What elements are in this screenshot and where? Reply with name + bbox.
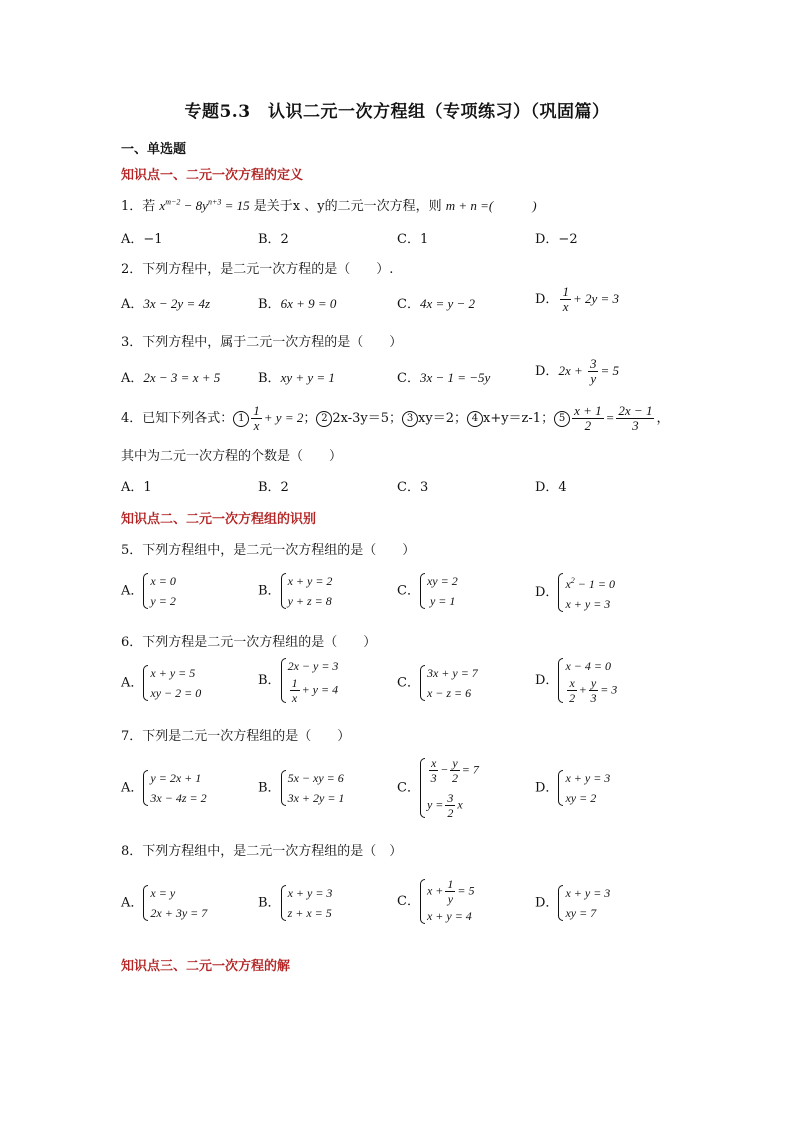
q1-option-d: D．−2 bbox=[535, 232, 578, 247]
q1-option-a: A．−1 bbox=[121, 232, 163, 247]
q3-option-b: B．xy + y = 1 bbox=[258, 370, 335, 386]
page-title: 专题5.3 认识二元一次方程组（专项练习）（巩固篇） bbox=[184, 102, 610, 122]
question-3: 3．下列方程中，属于二元一次方程的是（ ） bbox=[121, 335, 403, 350]
question-4: 4．已知下列各式： 1 $\frac{1}{x}$ + y = 2； 2 2x-3y＝5； 3 xy＝2； 4 x+y＝z-1； 5 $\frac{x + 1}{2}$ = $\frac{2x - 1}{3}$ ， bbox=[121, 403, 670, 433]
q5-option-b: B． x + y = 2 y + z = 8 bbox=[258, 571, 332, 611]
q6-option-b: B． 2x − y = 3 $\frac{1}{x}$ + y = 4 bbox=[258, 656, 338, 705]
question-5: 5．下列方程组中，是二元一次方程组的是（ ） bbox=[121, 543, 416, 558]
q6-option-a: A． x + y = 5 xy − 2 = 0 bbox=[121, 663, 201, 703]
question-4-line2: 其中为二元一次方程的个数是（ ） bbox=[121, 449, 343, 464]
q3-option-c: C．3x − 1 = −5y bbox=[397, 370, 491, 386]
q4-option-b: B．2 bbox=[258, 480, 289, 495]
q8-option-d: D． x + y = 3 xy = 7 bbox=[535, 883, 610, 923]
knowledge-point-3: 知识点三、二元一次方程的解 bbox=[121, 959, 291, 974]
question-2: 2．下列方程中，是二元一次方程的是（ ）. bbox=[121, 262, 394, 277]
q5-option-c: C． xy = 2 y = 1 bbox=[397, 571, 458, 611]
q2-option-c: C．4x = y − 2 bbox=[397, 296, 476, 312]
q7-option-c: C． $\frac{x}{3}$ − $\frac{y}{2}$ = 7 y = $\frac{3}{2}$ x bbox=[397, 756, 479, 820]
q7-option-a: A． y = 2x + 1 3x − 4z = 2 bbox=[121, 768, 207, 808]
q7-option-b: B． 5x − xy = 6 3x + 2y = 1 bbox=[258, 768, 344, 808]
question-1-tail: m + n =( ) bbox=[445, 198, 537, 213]
question-1-equation: $x^{m-2} - 8y^{n+3} = 15$ bbox=[159, 197, 250, 213]
q8-option-a: A． x = y 2x + 3y = 7 bbox=[121, 883, 207, 923]
q5-option-d: D． $x^2 - 1 = 0$ x + y = 3 bbox=[535, 571, 615, 614]
q4-option-d: D．4 bbox=[535, 480, 567, 495]
q2-option-b: B．6x + 9 = 0 bbox=[258, 296, 337, 312]
question-1-text: 是关于x 、y的二元一次方程，则 bbox=[253, 199, 442, 214]
knowledge-point-1: 知识点一、二元一次方程的定义 bbox=[121, 168, 304, 183]
q7-option-d: D． x + y = 3 xy = 2 bbox=[535, 768, 610, 808]
q3-option-d: D．2x + $\frac{3}{y}$ = 5 bbox=[535, 356, 620, 386]
section-heading: 一、单选题 bbox=[121, 142, 187, 157]
question-8: 8．下列方程组中，是二元一次方程组的是（ ） bbox=[121, 844, 403, 859]
q3-option-a: A．2x − 3 = x + 5 bbox=[121, 370, 221, 386]
question-6: 6．下列方程是二元一次方程组的是（ ） bbox=[121, 635, 377, 650]
q6-option-c: C． 3x + y = 7 x − z = 6 bbox=[397, 663, 478, 703]
q1-option-c: C．1 bbox=[397, 232, 429, 247]
q6-option-d: D． x − 4 = 0 $\frac{x}{2}$ + $\frac{y}{3}$ = 3 bbox=[535, 656, 617, 705]
q5-option-a: A． x = 0 y = 2 bbox=[121, 571, 176, 611]
q8-option-b: B． x + y = 3 z + x = 5 bbox=[258, 883, 332, 923]
q4-option-c: C．3 bbox=[397, 480, 429, 495]
q2-option-a: A．3x − 2y = 4z bbox=[121, 296, 211, 312]
question-1 bbox=[121, 195, 537, 214]
q1-option-b: B．2 bbox=[258, 232, 289, 247]
q8-option-c: C． x + $\frac{1}{y}$ = 5 x + y = 4 bbox=[397, 877, 475, 926]
knowledge-point-2: 知识点二、二元一次方程组的识别 bbox=[121, 512, 317, 527]
q4-option-a: A．1 bbox=[121, 480, 152, 495]
question-7: 7．下列是二元一次方程组的是（ ） bbox=[121, 729, 351, 744]
question-1-number: 1．若 bbox=[121, 199, 156, 214]
q2-option-d: D． $\frac{1}{x}$ + 2y = 3 bbox=[535, 284, 620, 314]
